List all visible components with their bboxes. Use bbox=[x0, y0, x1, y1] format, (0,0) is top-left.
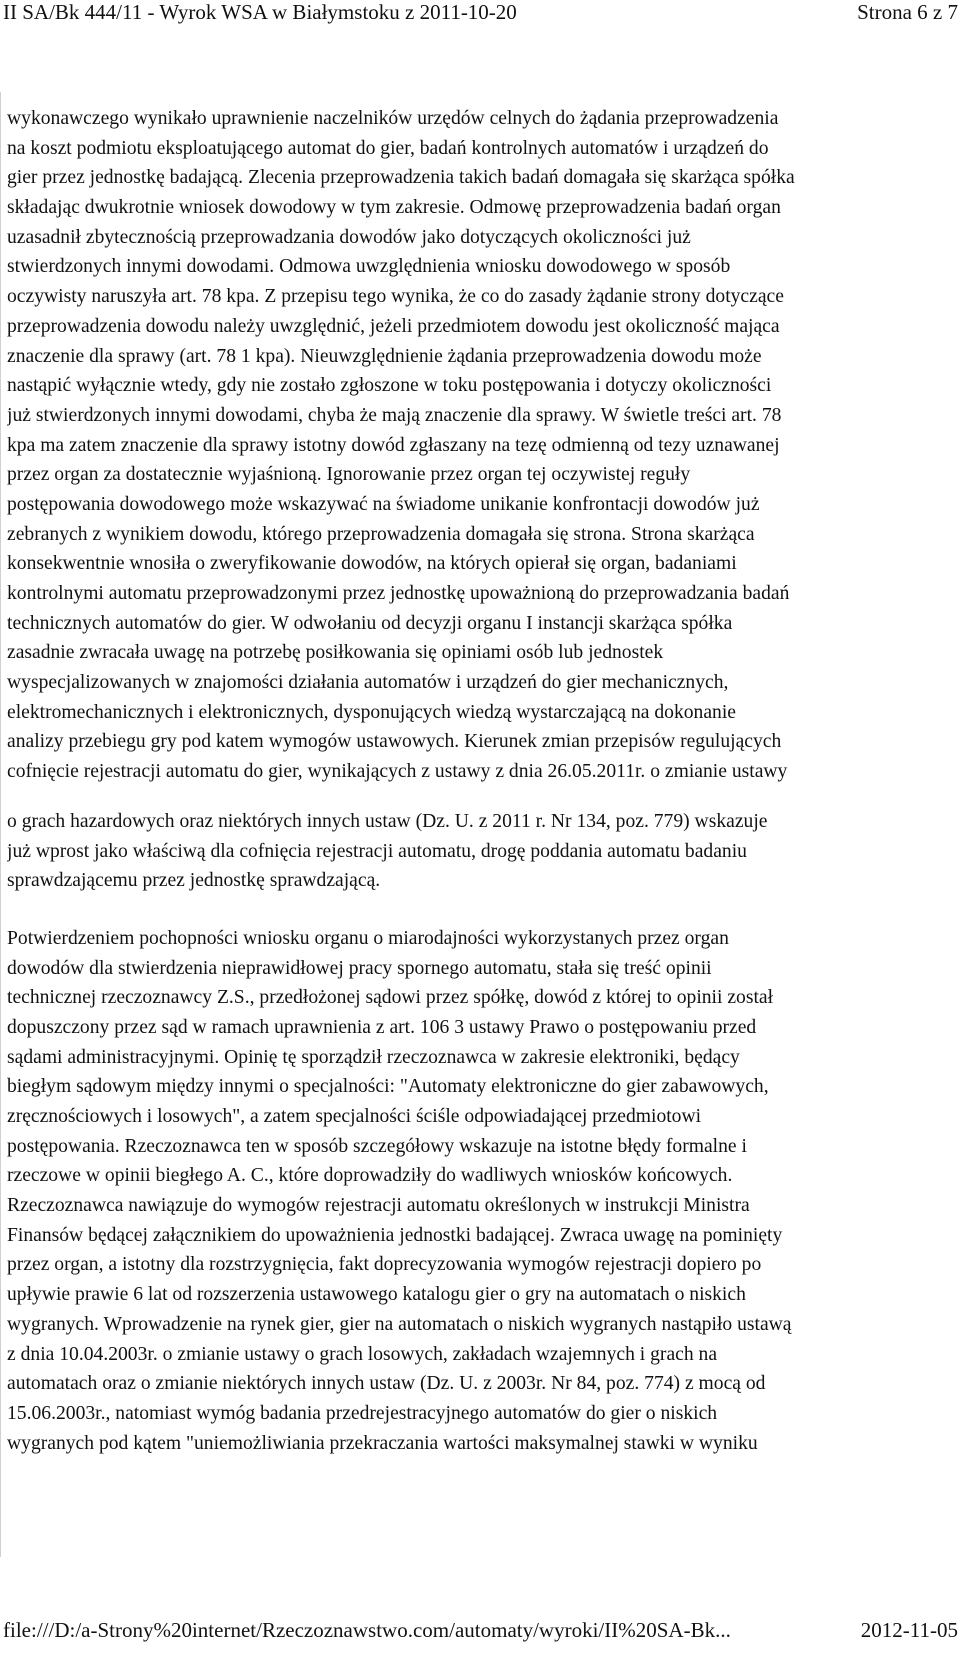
paragraph bbox=[7, 924, 953, 1458]
document-title: II SA/Bk 444/11 - Wyrok WSA w Białymstoku z 2011-10-20 bbox=[3, 0, 517, 24]
text-line: technicznej rzeczoznawcy Z.S., przedłożonej sądowi przez spółkę, dowód z której to opinii został bbox=[7, 987, 774, 1009]
text-line: analizy przebiegu gry pod katem wymogów ustawowych. Kierunek zmian przepisów regulujących bbox=[7, 731, 782, 753]
text-line: sprawdzającemu przez jednostkę sprawdzającą. bbox=[7, 870, 381, 892]
text-line: przez organ za dostatecznie wyjaśnioną. Ignorowanie przez organ tej oczywistej reguły bbox=[7, 464, 691, 486]
text-line: znaczenie dla sprawy (art. 78 1 kpa). Nieuwzględnienie żądania przeprowadzenia dowodu może bbox=[7, 345, 762, 367]
text-line: Finansów będącej załącznikiem do upoważnienia jednostki badającej. Zwraca uwagę na pominięty bbox=[7, 1224, 783, 1246]
page-header bbox=[0, 0, 960, 30]
text-line: zebranych z wynikiem dowodu, którego przeprowadzenia domagała się strona. Strona skarżąca bbox=[7, 523, 755, 545]
paragraph-gap bbox=[7, 896, 953, 924]
paragraph-gap bbox=[7, 787, 953, 807]
text-line: przeprowadzenia dowodu należy uwzględnić, jeżeli przedmiotem dowodu jest okoliczność mająca bbox=[7, 315, 780, 337]
text-line: konsekwentnie wnosiła o zweryfikowanie dowodów, na których opierał się organ, badaniami bbox=[7, 553, 737, 575]
page-footer bbox=[0, 1618, 960, 1648]
text-line: dopuszczony przez sąd w ramach uprawnienia z art. 106 3 ustawy Prawo o postępowaniu przed bbox=[7, 1016, 757, 1038]
text-line: automatach oraz o zmianie niektórych innych ustaw (Dz. U. z 2003r. Nr 84, poz. 774) z mocą od bbox=[7, 1373, 766, 1395]
text-line: technicznych automatów do gier. W odwołaniu od decyzji organu I instancji skarżąca spółka bbox=[7, 612, 733, 634]
text-line: biegłym sądowym między innymi o specjalności: "Automaty elektroniczne do gier zabawowych, bbox=[7, 1076, 769, 1098]
text-line: cofnięcie rejestracji automatu do gier, wynikających z ustawy z dnia 26.05.2011r. o zmianie ustawy bbox=[7, 761, 788, 783]
text-line: zręcznościowych i losowych", a zatem specjalności ściśle odpowiadającej przedmiotowi bbox=[7, 1106, 702, 1127]
text-line: postępowania. Rzeczoznawca ten w sposób szczegółowy wskazuje na istotne błędy formalne i bbox=[7, 1135, 747, 1157]
text-line: postępowania dowodowego może wskazywać na świadome unikanie konfrontacji dowodów już bbox=[7, 493, 760, 515]
content-frame-border bbox=[0, 92, 3, 1557]
page-number: Strona 6 z 7 bbox=[857, 0, 958, 24]
text-line: elektromechanicznych i elektronicznych, dysponujących wiedzą wystarczającą na dokonanie bbox=[7, 701, 736, 723]
text-line: kontrolnymi automatu przeprowadzonymi przez jednostkę upoważnioną do przeprowadzania badań bbox=[7, 583, 790, 604]
text-line: wyspecjalizowanych w znajomości działania automatów i urządzeń do gier mechanicznych, bbox=[7, 672, 729, 694]
text-line: zasadnie zwracała uwagę na potrzebę posiłkowania się opiniami osób lub jednostek bbox=[7, 642, 664, 664]
text-line: dowodów dla stwierdzenia nieprawidłowej pracy spornego automatu, stała się treść opinii bbox=[7, 957, 712, 979]
text-line: składając dwukrotnie wniosek dowodowy w tym zakresie. Odmowę przeprowadzenia badań organ bbox=[7, 197, 781, 219]
document-body bbox=[7, 104, 953, 1458]
text-line: Rzeczoznawca nawiązuje do wymogów rejestracji automatu określonych w instrukcji Ministra bbox=[7, 1195, 750, 1217]
text-line: o grach hazardowych oraz niektórych innych ustaw (Dz. U. z 2011 r. Nr 134, poz. 779) wskazuje bbox=[7, 810, 768, 832]
paragraph bbox=[7, 807, 953, 896]
text-line: stwierdzonych innymi dowodami. Odmowa uwzględnienia wniosku dowodowego w sposób bbox=[7, 256, 731, 278]
text-line: sądami administracyjnymi. Opinię tę sporządził rzeczoznawca w zakresie elektroniki, będący bbox=[7, 1046, 740, 1068]
text-line: już wprost jako właściwą dla cofnięcia rejestracji automatu, drogę poddania automatu badaniu bbox=[7, 840, 747, 862]
paragraph bbox=[7, 104, 953, 787]
text-line: wykonawczego wynikało uprawnienie naczelników urzędów celnych do żądania przeprowadzenia bbox=[7, 108, 779, 129]
text-line: przez organ, a istotny dla rozstrzygnięcia, fakt doprecyzowania wymogów rejestracji dopiero po bbox=[7, 1254, 762, 1276]
text-line: Potwierdzeniem pochopności wniosku organu o miarodajności wykorzystanych przez organ bbox=[7, 927, 729, 949]
text-line: oczywisty naruszyła art. 78 kpa. Z przepisu tego wynika, że co do zasady żądanie strony dotyczące bbox=[7, 286, 784, 308]
text-line: wygranych pod kątem "uniemożliwiania przekraczania wartości maksymalnej stawki w wyniku bbox=[7, 1432, 758, 1454]
text-line: rzeczowe w opinii biegłego A. C., które doprowadziły do wadliwych wniosków końcowych. bbox=[7, 1165, 733, 1187]
file-path: file:///D:/a-Strony%20internet/Rzeczoznawstwo.com/automaty/wyroki/II%20SA-Bk... bbox=[3, 1618, 731, 1642]
print-date: 2012-11-05 bbox=[860, 1618, 958, 1642]
text-line: 15.06.2003r., natomiast wymóg badania przedrejestracyjnego automatów do gier o niskich bbox=[7, 1402, 718, 1424]
text-line: gier przez jednostkę badającą. Zlecenia przeprowadzenia takich badań domagała się skarżąca spółka bbox=[7, 167, 795, 189]
text-line: uzasadnił zbytecznością przeprowadzania dowodów jako dotyczących okoliczności już bbox=[7, 226, 691, 248]
text-line: z dnia 10.04.2003r. o zmianie ustawy o grach losowych, zakładach wzajemnych i grach na bbox=[7, 1343, 718, 1365]
text-line: już stwierdzonych innymi dowodami, chyba że mają znaczenie dla sprawy. W świetle treści art. 78 bbox=[7, 404, 782, 426]
text-line: na koszt podmiotu eksploatującego automat do gier, badań kontrolnych automatów i urządzeń do bbox=[7, 137, 769, 159]
text-line: wygranych. Wprowadzenie na rynek gier, gier na automatach o niskich wygranych nastąpiło ustawą bbox=[7, 1313, 792, 1335]
text-line: upływie prawie 6 lat od rozszerzenia ustawowego katalogu gier o gry na automatach o niskich bbox=[7, 1284, 746, 1306]
text-line: nastąpić wyłącznie wtedy, gdy nie zostało zgłoszone w toku postępowania i dotyczy okoliczności bbox=[7, 375, 772, 397]
text-line: kpa ma zatem znaczenie dla sprawy istotny dowód zgłaszany na tezę odmienną od tezy uznawanej bbox=[7, 434, 780, 456]
